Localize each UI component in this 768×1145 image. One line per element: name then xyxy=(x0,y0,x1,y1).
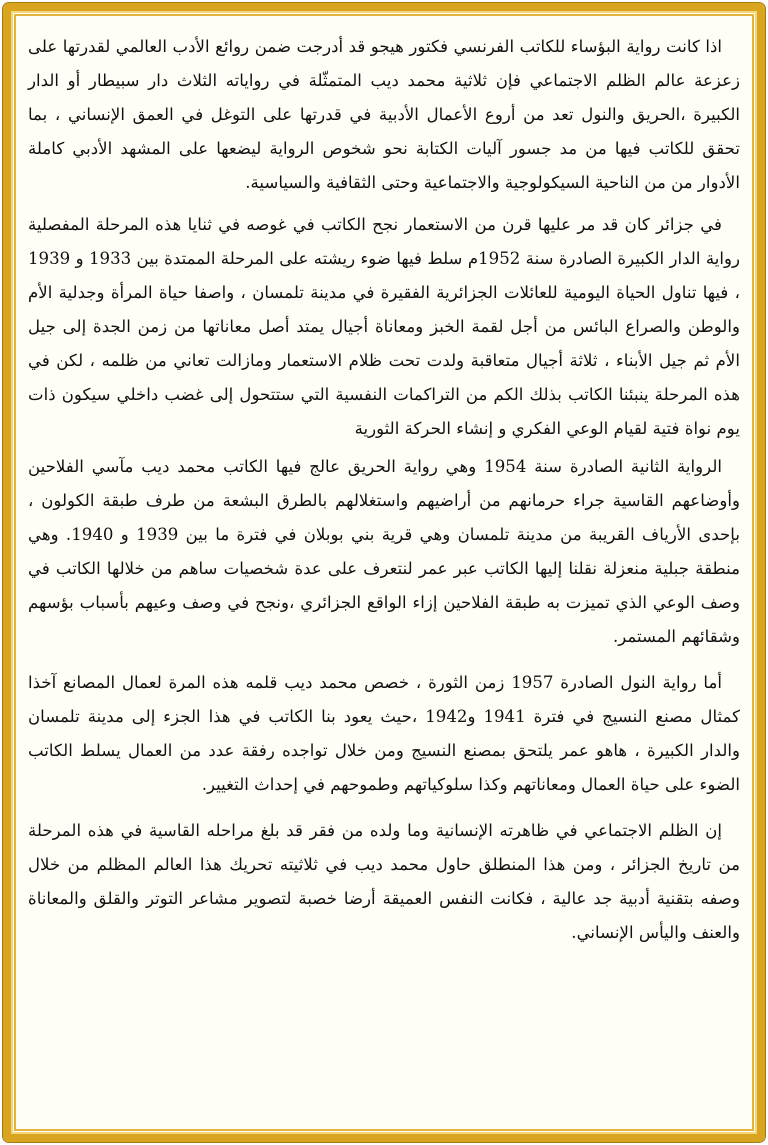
article-body xyxy=(28,30,740,950)
paragraph-les-miserables-intro: اذا كانت رواية البؤساء للكاتب الفرنسي فكتور هيجو قد أدرجت ضمن روائع الأدب العالمي لقدرتها على زعزعة عالم الظلم الاجتماعي فإن ثلاثية محمد ديب المتمثّلة في رواياته الثلاث دار سبيطار أو الدار الكبيرة ،الحريق والنول تعد من أروع الأعمال الأدبية في قدرتها على التوغل في العمق الإنساني ، بما تحقق للكاتب فيها من مد جسور آليات الكتابة نحو شخوص الرواية ليضعها على المشهد الأدبي كاملة الأدوار من من الناحية السيكولوجية والاجتماعية وحتى الثقافية والسياسية. xyxy=(28,37,740,192)
paragraph-the-loom: أما رواية النول الصادرة 1957 زمن الثورة ، خصص محمد ديب قلمه هذه المرة لعمال المصانع آخذا كمثال مصنع النسيج في فترة 1941 و1942 ،حيث يعود بنا الكاتب في هذا الجزء إلى مدينة تلمسان والدار الكبيرة ، هاهو عمر يلتحق بمصنع النسيج ومن خلال تواجده رفقة عدد من العمال يسلط الكاتب الضوء على حياة العمال ومعاناتهم وكذا سلوكياتهم وطموحهم في إحداث التغيير. xyxy=(28,673,740,794)
paragraph-conclusion: إن الظلم الاجتماعي في ظاهرته الإنسانية وما ولده من فقر قد بلغ مراحله القاسية في هذه المرحلة من تاريخ الجزائر ، ومن هذا المنطلق حاول محمد ديب في ثلاثيته تحريك هذا العالم المظلم من خلال وصفه بتقنية أدبية جد عالية ، فكانت النفس العميقة أرضا خصبة لتصوير مشاعر التوتر والقلق والمعاناة والعنف واليأس الإنساني. xyxy=(28,821,740,942)
paragraph-big-house: في جزائر كان قد مر عليها قرن من الاستعمار نجح الكاتب في غوصه في ثنايا هذه المرحلة المفصلية رواية الدار الكبيرة الصادرة سنة 1952م سلط فيها ضوء ريشته على المرحلة الممتدة بين 1933 و 1939 ، فيها تناول الحياة اليومية للعائلات الجزائرية الفقيرة في مدينة تلمسان ، واصفا حياة المرأة وجدلية الأم والوطن والصراع البائس من أجل لقمة الخبز ومعاناة أجيال يمتد أصل معاناتها من زمن الجدة إلى جيل الأم ثم جيل الأبناء ، ثلاثة أجيال متعاقبة ولدت تحت ظلام الاستعمار ومازالت تعاني من ظلمه ، لكن في هذه المرحلة ينبئنا الكاتب بذلك الكم من التراكمات النفسية التي ستتحول إلى غضب داخلي سيكون ذات يوم نواة فتية لقيام الوعي الفكري و إنشاء الحركة الثورية xyxy=(28,215,740,438)
paragraph-the-fire: الرواية الثانية الصادرة سنة 1954 وهي رواية الحريق عالج فيها الكاتب محمد ديب مآسي الفلاحين وأوضاعهم القاسية جراء حرمانهم من أراضيهم واستغلالهم بالطرق البشعة من طرف طبقة الكولون ، بإحدى الأرياف القريبة من مدينة تلمسان وهي قرية بني بوبلان في فترة ما بين 1939 و 1940. وهي منطقة جبلية منعزلة نقلنا إليها الكاتب عبر عمر لنتعرف على عدة شخصيات ساهم من خلالها الكاتب في وصف الوعي الذي تميزت به طبقة الفلاحين إزاء الواقع الجزائري ،ونجح في وصف وعيهم بأسباب بؤسهم وشقائهم المستمر. xyxy=(28,457,740,646)
